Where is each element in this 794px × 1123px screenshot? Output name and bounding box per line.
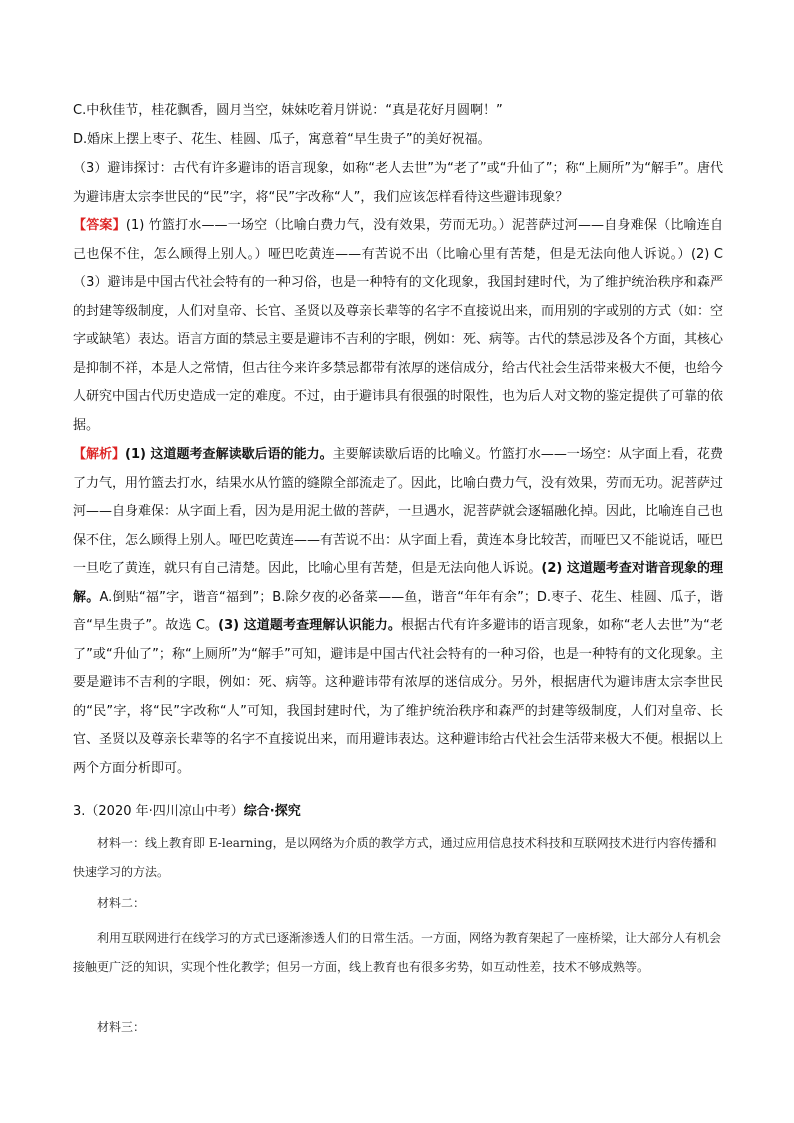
analysis-point-2: A.倒贴“福”字，谐音“福到”；B.除夕夜的必备菜——鱼，谐音“年年有余”；D.枣子、花生、桂圆、瓜子，谐音“早生贵子”。故选 C。 (73, 589, 723, 633)
question-source: 3.（2020 年·四川凉山中考） (73, 804, 244, 819)
analysis-tag: 【解析】 (73, 447, 126, 462)
answer-body: (1) 竹篮打水——一场空（比喻白费力气，没有效果，劳而无功。）泥菩萨过河——自身难保（比喻连自己也保不住，怎么顾得上别人。）哑巴吃黄连——有苦说不出（比喻心里有苦楚，但是无法向他人诉说。）(2) C（3）避讳是中国古代社会特有的一种习俗，也是一种特有的文化现象，我国封建时代，为了维护统治秩序和森严的封建等级制度，人们对皇帝、长官、圣贤以及尊亲长辈等的名字不直接说出来，而用别的字或别的方式（如：空字或缺笔）表达。语言方面的禁忌主要是避讳不吉利的字眼，例如：死、病等。古代的禁忌涉及各个方面，其核心是抑制不祥，本是人之常情，但古往今来许多禁忌都带有浓厚的迷信成分，给古代社会生活带来极大不便，也给今人研究中国古代历史造成一定的难度。不过，由于避讳具有很强的时限性，也为后人对文物的鉴定提供了可靠的依据。 (73, 218, 724, 433)
question-title: 综合·探究 (243, 804, 301, 819)
analysis-point-2-heading: (2) 这道题考查对谐音现象的理解。 (73, 561, 723, 605)
answer-block (73, 212, 723, 440)
analysis-point-1-heading: (1) 这道题考查解读歇后语的能力。 (125, 447, 333, 462)
analysis-point-3: 根据古代有许多避讳的语言现象，如称“老人去世”为“老了”或“升仙了”；称“上厕所”为“解手”可知，避讳是中国古代社会特有的一种习俗，也是一种特有的文化现象。主要是避讳不吉利的字眼，例如：死、病等。这种避讳带有浓厚的迷信成分。另外，根据唐代为避讳唐太宗李世民的“民”字，将“民”字改称“人”可知，我国封建时代，为了维护统治秩序和森严的封建等级制度，人们对皇帝、长官、圣贤以及尊亲长辈等的名字不直接说出来，而用避讳表达。这种避讳给古代社会生活带来极大不便。根据以上两个方面分析即可。 (73, 618, 724, 776)
option-d: D.婚床上摆上枣子、花生、桂圆、瓜子，寓意着“早生贵子”的美好祝福。 (73, 132, 491, 147)
material-2: 利用互联网进行在线学习的方式已逐渐渗透人们的日常生活。一方面，网络为教育架起了一座桥梁，让大部分人有机会接触更广泛的知识，实现个性化教学；但另一方面，线上教育也有很多劣势，如互动性差，技术不够成熟等。 (73, 931, 722, 974)
option-c: C.中秋佳节，桂花飘香，圆月当空，妹妹吃着月饼说：“真是花好月圆啊！” (73, 103, 503, 118)
material-2-label: 材料二： (97, 896, 146, 910)
answer-tag: 【答案】 (73, 218, 126, 233)
material-3-label: 材料三： (97, 1020, 146, 1034)
question-3-heading (73, 798, 723, 827)
material-1: 材料一：线上教育即 E-learning，是以网络为介质的教学方式，通过应用信息技术科技和互联网技术进行内容传播和快速学习的方法。 (73, 836, 717, 879)
analysis-point-3-heading: (3) 这道题考查理解认识能力。 (218, 618, 402, 633)
question-3-avoidance: （3）避讳探讨：古代有许多避讳的语言现象，如称“老人去世”为“老了”或“升仙了”；称“上厕所”为“解手”。唐代为避讳唐太宗李世民的“民”字，将“民”字改称“人”，我们应该怎样看待这些避讳现象？ (73, 161, 723, 205)
analysis-block (73, 441, 723, 783)
analysis-point-1: 主要解读歇后语的比喻义。竹篮打水——一场空：从字面上看，花费了力气，用竹篮去打水，结果水从竹篮的缝隙全部流走了。因此，比喻白费力气，没有效果，劳而无功。泥菩萨过河——自身难保：从字面上看，因为是用泥土做的菩萨，一旦遇水，泥菩萨就会逐辐融化掉。因此，比喻连自己也保不住，怎么顾得上别人。哑巴吃黄连——有苦说不出：从字面上看，黄连本身比较苦，而哑巴又不能说话，哑巴一旦吃了黄连，就只有自己清楚。因此，比喻心里有苦楚，但是无法向他人诉说。 (73, 447, 724, 576)
